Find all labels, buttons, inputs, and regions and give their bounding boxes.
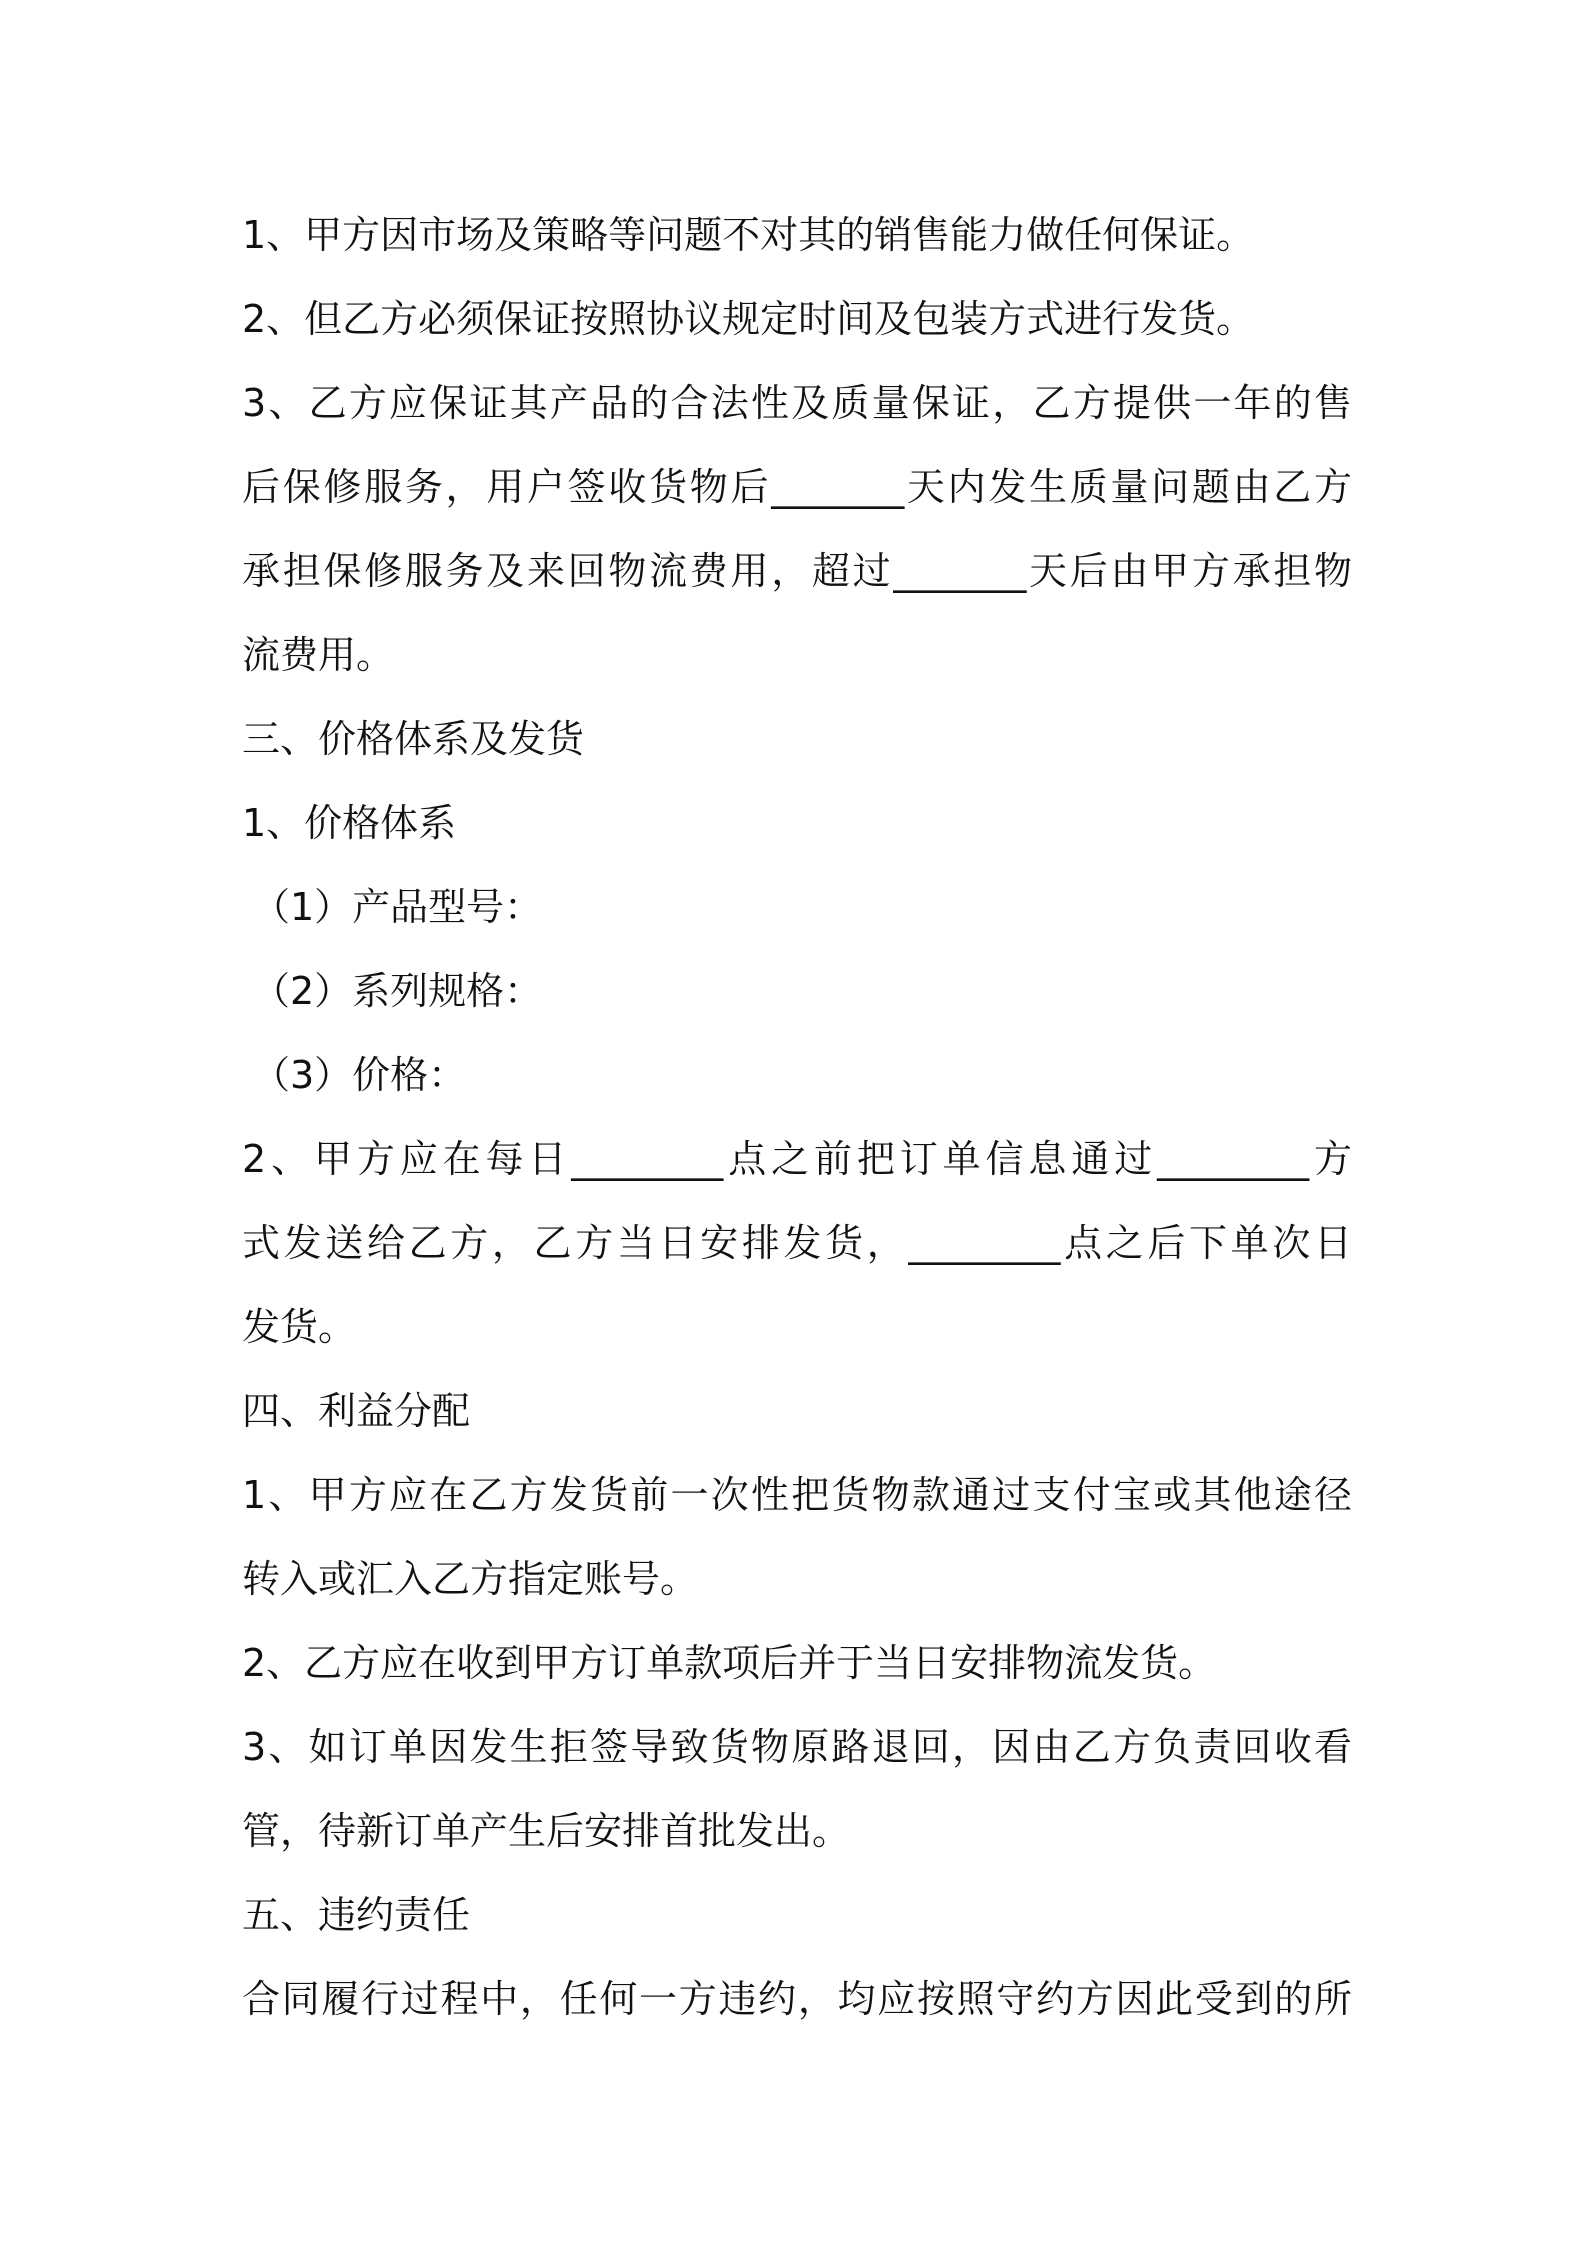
- clause-line: 流费用。: [242, 633, 395, 677]
- clause-line: 管，待新订单产生后安排首批发出。: [242, 1809, 851, 1853]
- clause-line: 后保修服务，用户签收货物后_______天内发生质量问题由乙方: [242, 465, 1352, 509]
- clause-line: 式发送给乙方，乙方当日安排发货，________点之后下单次日: [242, 1221, 1352, 1265]
- clause-line: 1、甲方应在乙方发货前一次性把货物款通过支付宝或其他途径: [242, 1473, 1352, 1517]
- clause-line: 2、乙方应在收到甲方订单款项后并于当日安排物流发货。: [242, 1641, 1217, 1685]
- section-heading: 五、违约责任: [242, 1893, 471, 1937]
- clause-line: 2、但乙方必须保证按照协议规定时间及包装方式进行发货。: [242, 297, 1255, 341]
- clause-line: 转入或汇入乙方指定账号。: [242, 1557, 699, 1601]
- clause-line: 合同履行过程中，任何一方违约，均应按照守约方因此受到的所: [242, 1977, 1352, 2021]
- field-label: （1）产品型号：: [252, 885, 543, 929]
- clause-line: 2、甲方应在每日________点之前把订单信息通过________方: [242, 1137, 1352, 1181]
- clause-line: 1、甲方因市场及策略等问题不对其的销售能力做任何保证。: [242, 213, 1255, 257]
- document-body: [242, 193, 1352, 2041]
- clause-line: 3、如订单因发生拒签导致货物原路退回，因由乙方负责回收看: [242, 1725, 1352, 1769]
- field-label: （3）价格：: [252, 1053, 467, 1097]
- section-heading: 三、价格体系及发货: [242, 717, 585, 761]
- field-label: （2）系列规格：: [252, 969, 543, 1013]
- clause-line: 3、乙方应保证其产品的合法性及质量保证，乙方提供一年的售: [242, 381, 1352, 425]
- clause-line: 承担保修服务及来回物流费用，超过_______天后由甲方承担物: [242, 549, 1352, 593]
- section-heading: 四、利益分配: [242, 1389, 471, 1433]
- clause-line: 发货。: [242, 1305, 357, 1349]
- subsection-heading: 1、价格体系: [242, 801, 457, 845]
